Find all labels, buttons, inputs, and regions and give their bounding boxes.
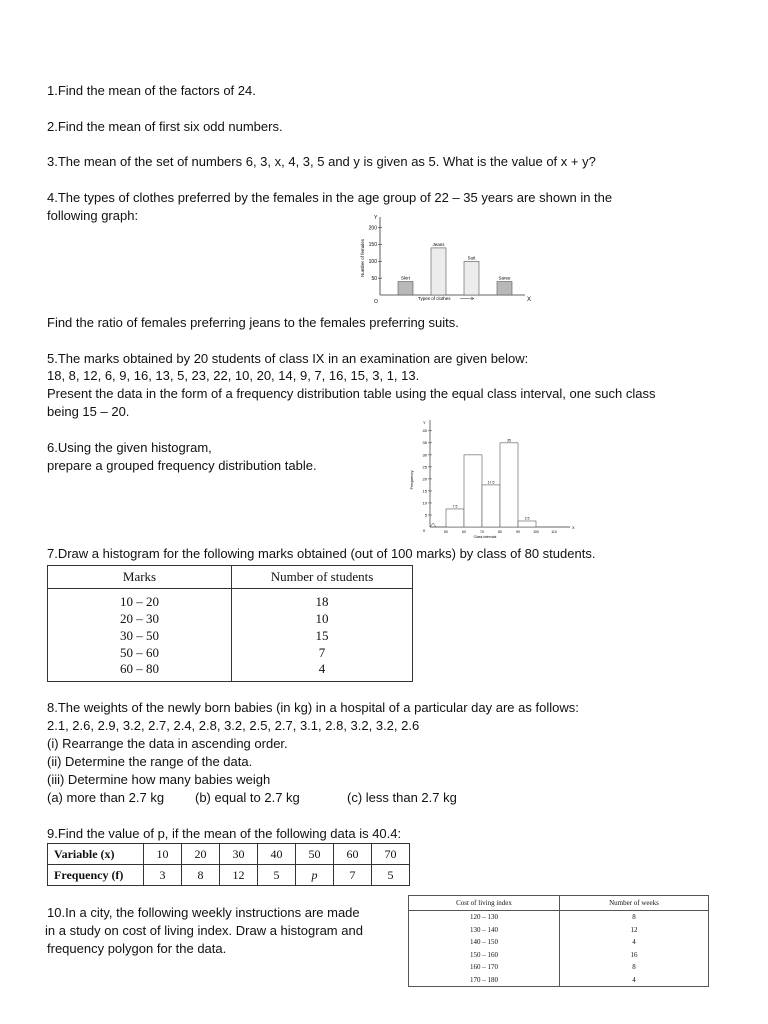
bar-value-label: 17.5 (487, 480, 495, 485)
question-8-line-1: 8.The weights of the newly born babies (in kg) in a hospital of a particular day are as follows: (47, 700, 579, 715)
header-weeks: Number of weeks (609, 899, 659, 907)
header-cost-index: Cost of living index (409, 896, 560, 911)
cell: 40 (258, 844, 296, 865)
x-axis-letter: X (572, 525, 575, 530)
y-tick-label: 15 (422, 488, 427, 494)
y-tick-label: 20 (422, 476, 427, 482)
question-6-line-2: prepare a grouped frequency distribution table. (47, 458, 317, 473)
cell: 7 (334, 865, 372, 886)
question-5-line-4: being 15 – 20. (47, 404, 130, 419)
question-1: 1.Find the mean of the factors of 24. (47, 83, 256, 98)
question-8-option-b: (b) equal to 2.7 kg (195, 790, 300, 805)
question-4-line-2: following graph: (47, 208, 139, 223)
header-marks: Marks (48, 566, 232, 589)
question-5-line-3: Present the data in the form of a frequency distribution table using the equal class interval, one such class (47, 386, 656, 401)
marks-cell: 10 – 20 (48, 589, 232, 611)
marks-cell: 30 – 50 (48, 627, 232, 644)
question-6-line-1: 6.Using the given histogram, (47, 440, 212, 455)
table-row (409, 911, 709, 924)
cell: 140 – 150 (409, 936, 560, 949)
y-axis-label: Number of females (360, 238, 365, 278)
y-axis-label: Frequency (409, 470, 414, 490)
y-tick-label: 100 (368, 259, 377, 266)
cell: 160 – 170 (409, 961, 560, 974)
bar-value-label: 2.5 (524, 516, 530, 521)
students-cell: 7 (232, 644, 413, 661)
y-tick-label: 35 (422, 440, 427, 446)
cell: 30 (220, 844, 258, 865)
question-7: 7.Draw a histogram for the following marks obtained (out of 100 marks) by class of 80 students. (47, 546, 596, 561)
y-tick-label: 40 (422, 428, 427, 434)
bar-category-label: Skirt (401, 275, 410, 281)
clothes-bar-chart (350, 213, 540, 305)
histogram-bar (464, 455, 482, 527)
cell: 130 – 140 (409, 924, 560, 937)
x-label-arrow-icon (460, 297, 474, 300)
y-tick-label: 10 (422, 500, 427, 506)
x-tick-label: 70 (480, 530, 484, 534)
histogram-bar (482, 485, 500, 527)
table-row (409, 974, 709, 987)
cell: 60 (334, 844, 372, 865)
cell: 8 (182, 865, 220, 886)
cell: 50 (296, 844, 334, 865)
histogram-chart (400, 418, 580, 542)
bar-value-label: 35 (507, 438, 511, 443)
question-8-part-iii: (iii) Determine how many babies weigh (47, 772, 271, 787)
row-label: Frequency (f) (48, 865, 144, 886)
students-cell: 18 (232, 589, 413, 611)
students-cell: 10 (232, 610, 413, 627)
table-row (48, 627, 413, 644)
table-row (48, 589, 413, 611)
y-tick-label: 150 (368, 242, 377, 249)
y-tick-label: 30 (422, 452, 427, 458)
bar-skirt (398, 282, 413, 295)
cell: 8 (632, 913, 636, 922)
cell: 4 (632, 975, 636, 984)
cell: 8 (632, 963, 636, 972)
question-8-option-a: (a) more than 2.7 kg (47, 790, 165, 805)
y-tick-label: 200 (368, 225, 377, 232)
marks-cell: 20 – 30 (48, 610, 232, 627)
marks-table (47, 565, 413, 682)
cell: 70 (372, 844, 410, 865)
x-axis-label: Class intervals (473, 535, 497, 539)
x-tick-label: 110 (551, 530, 557, 534)
cell: 5 (258, 865, 296, 886)
bar-saree (497, 282, 512, 295)
bar-category-label: Jeans (432, 241, 445, 247)
cell: 12 (630, 925, 638, 934)
question-9: 9.Find the value of p, if the mean of the following data is 40.4: (47, 826, 402, 841)
cell: 120 – 130 (409, 911, 560, 924)
origin-label: 0 (423, 528, 426, 533)
cell: 16 (630, 950, 638, 959)
y-tick-label: 50 (371, 275, 377, 282)
question-4-line-1: 4.The types of clothes preferred by the females in the age group of 22 – 35 years are shown in the (47, 190, 613, 205)
bar-category-label: Suit (467, 255, 476, 261)
table-header-row (48, 566, 413, 589)
students-cell: 15 (232, 627, 413, 644)
question-10-line-2: in a study on cost of living index. Draw a histogram and (45, 923, 363, 938)
origin-label: O (374, 299, 378, 305)
cell: 170 – 180 (409, 974, 560, 987)
bar-suit (464, 261, 479, 295)
histogram-bar (500, 443, 518, 527)
question-8-part-ii: (ii) Determine the range of the data. (47, 754, 253, 769)
x-tick-label: 50 (444, 530, 448, 534)
cell: 3 (144, 865, 182, 886)
cost-of-living-table (408, 895, 709, 987)
row-label: Variable (x) (48, 844, 144, 865)
table-row (48, 865, 410, 886)
histogram-bar (446, 509, 464, 527)
table-row (48, 644, 413, 661)
cell: 20 (182, 844, 220, 865)
cell: p (296, 865, 334, 886)
table-row (409, 936, 709, 949)
y-axis-letter: Y (374, 215, 378, 221)
cell: 4 (632, 938, 636, 947)
x-tick-label: 100 (533, 530, 539, 534)
bar-category-label: Saree (498, 275, 511, 281)
y-tick-label: 5 (424, 512, 427, 518)
question-4-prompt: Find the ratio of females preferring jeans to the females preferring suits. (47, 315, 459, 330)
x-axis-letter: X (527, 297, 532, 303)
question-8-option-c: (c) less than 2.7 kg (347, 790, 457, 805)
cell: 12 (220, 865, 258, 886)
marks-cell: 50 – 60 (48, 644, 232, 661)
y-axis-letter: Y (423, 420, 426, 425)
table-row (409, 924, 709, 937)
table-row (409, 961, 709, 974)
question-3: 3.The mean of the set of numbers 6, 3, x, 4, 3, 5 and y is given as 5. What is the value of x + y? (47, 154, 596, 169)
axis-break-icon (430, 523, 436, 527)
variable-frequency-table (47, 843, 410, 886)
x-tick-label: 60 (462, 530, 466, 534)
question-5-line-1: 5.The marks obtained by 20 students of class IX in an examination are given below: (47, 351, 529, 366)
bar-jeans (431, 248, 446, 295)
table-row (48, 661, 413, 682)
table-row (409, 949, 709, 962)
question-10-line-1: 10.In a city, the following weekly instructions are made (47, 905, 360, 920)
question-8-part-i: (i) Rearrange the data in ascending order. (47, 736, 288, 751)
x-tick-label: 80 (498, 530, 502, 534)
marks-cell: 60 – 80 (48, 661, 232, 682)
question-5-data: 18, 8, 12, 6, 9, 16, 13, 5, 23, 22, 10, 20, 14, 9, 7, 16, 15, 3, 1, 13. (47, 368, 420, 383)
cell: 150 – 160 (409, 949, 560, 962)
table-row (48, 610, 413, 627)
table-row (48, 844, 410, 865)
question-2: 2.Find the mean of first six odd numbers. (47, 119, 283, 134)
x-tick-label: 90 (516, 530, 520, 534)
cell: 10 (144, 844, 182, 865)
question-8-data: 2.1, 2.6, 2.9, 3.2, 2.7, 2.4, 2.8, 3.2, 2.5, 2.7, 3.1, 2.8, 3.2, 3.2, 2.6 (47, 718, 420, 733)
question-10-line-3: frequency polygon for the data. (47, 941, 227, 956)
y-tick-label: 25 (422, 464, 427, 470)
header-students: Number of students (232, 566, 413, 589)
histogram-bar (518, 521, 536, 527)
bar-value-label: 7.5 (452, 504, 458, 509)
x-axis-label: Types of clothes (418, 296, 451, 301)
cell: 5 (372, 865, 410, 886)
students-cell: 4 (232, 661, 413, 682)
table-header-row (409, 896, 709, 911)
